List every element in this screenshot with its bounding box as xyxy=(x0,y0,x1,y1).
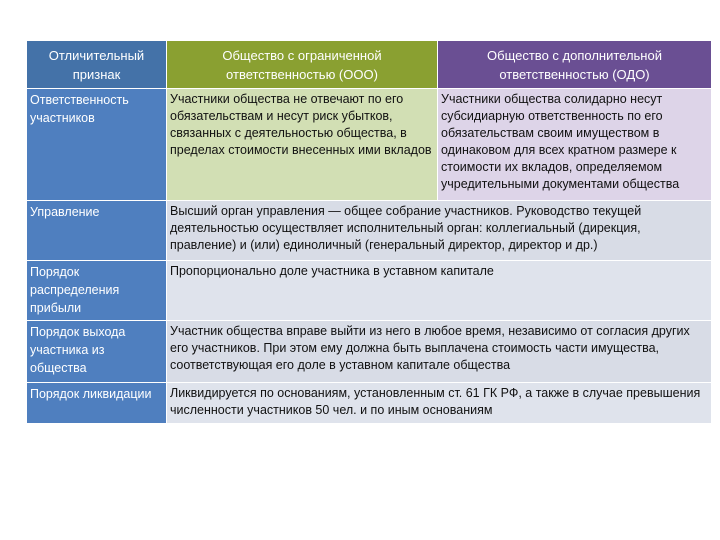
header-odo: Общество с дополнительной ответственностью (ОДО) xyxy=(438,41,712,89)
comparison-table xyxy=(26,40,712,424)
row-label-liability: Ответственность участников xyxy=(27,89,167,201)
cell-management: Высший орган управления — общее собрание участников. Руководство текущей деятельностью осуществляет исполнительный орган: коллегиальный (дирекция, правление) и (или) единоличный (генеральный директор, директор и др.) xyxy=(167,201,712,261)
header-row xyxy=(27,41,712,89)
table-row xyxy=(27,89,712,201)
cell-profit: Пропорционально доле участника в уставном капитале xyxy=(167,261,712,321)
cell-liquidation: Ликвидируется по основаниям, установленным ст. 61 ГК РФ, а также в случае превышения численности участников 50 чел. и по иным основаниям xyxy=(167,383,712,424)
header-feature: Отличительный признак xyxy=(27,41,167,89)
cell-exit: Участник общества вправе выйти из него в любое время, независимо от согласия других его участников. При этом ему должна быть выплачена стоимость части имущества, соответствующая его доле в уставном капитале общества xyxy=(167,321,712,383)
row-label-exit: Порядок выхода участника из общества xyxy=(27,321,167,383)
table-row xyxy=(27,321,712,383)
row-label-profit: Порядок распределения прибыли xyxy=(27,261,167,321)
header-ooo: Общество с ограниченной ответственностью (ООО) xyxy=(167,41,438,89)
table-row xyxy=(27,383,712,424)
table-row xyxy=(27,201,712,261)
table-row xyxy=(27,261,712,321)
row-label-management: Управление xyxy=(27,201,167,261)
cell-ooo-liability: Участники общества не отвечают по его обязательствам и несут риск убытков, связанных с деятельностью общества, в пределах стоимости внесенных ими вкладов xyxy=(167,89,438,201)
row-label-liquidation: Порядок ликвидации xyxy=(27,383,167,424)
comparison-table-container xyxy=(26,40,711,424)
cell-odo-liability: Участники общества солидарно несут субсидиарную ответственность по его обязательствам своим имуществом в одинаковом для всех кратном размере к стоимости их вкладов, определяемом учредительными документами общества xyxy=(438,89,712,201)
